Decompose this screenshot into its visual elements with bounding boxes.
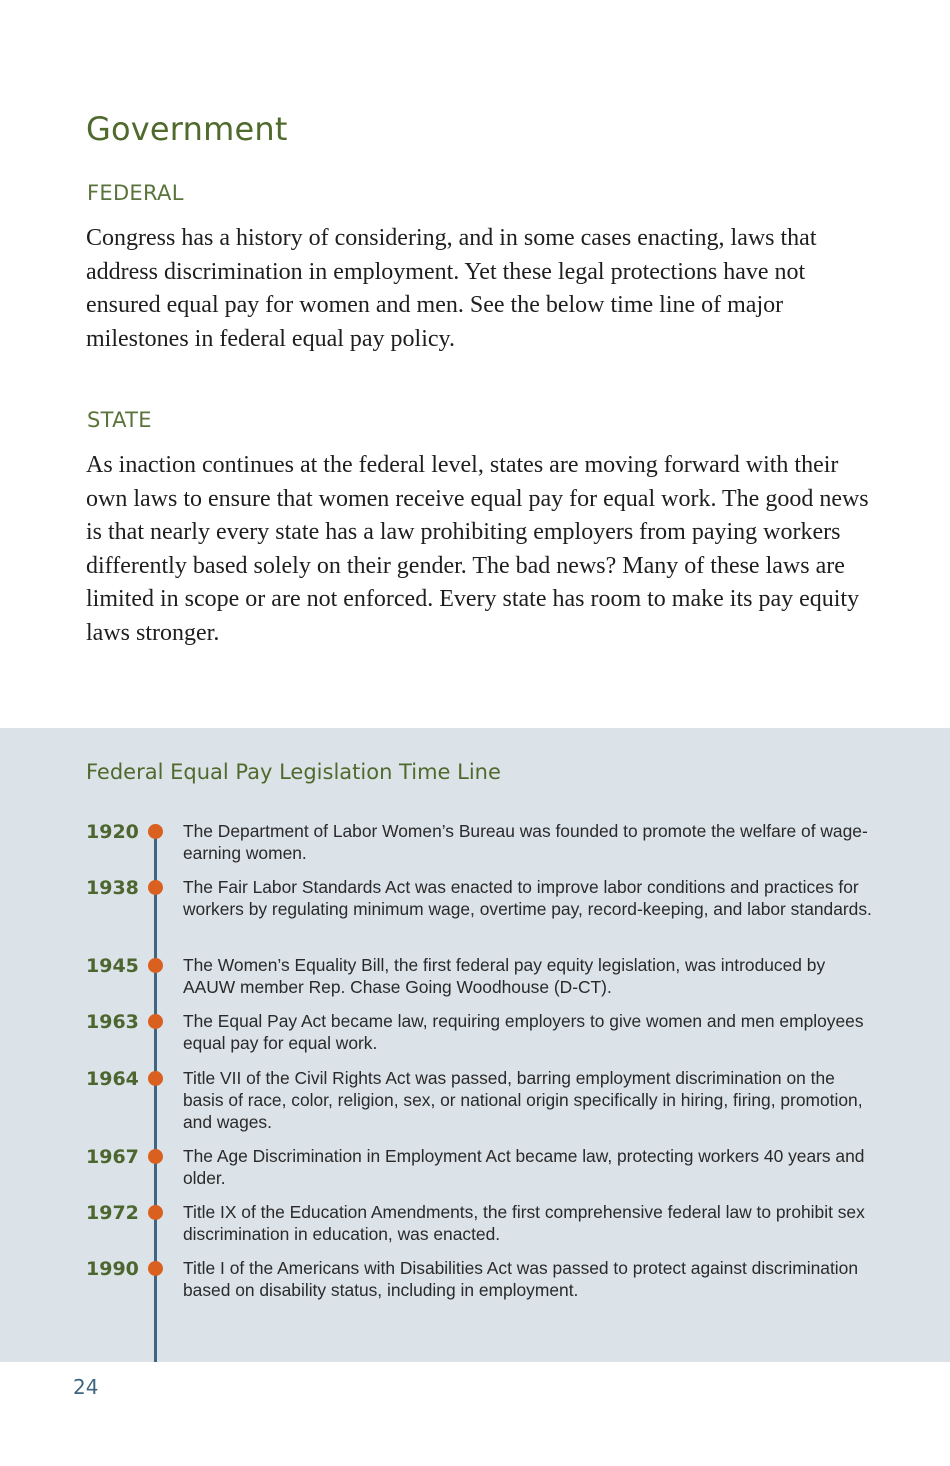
timeline-year: 1963 bbox=[86, 1011, 139, 1033]
timeline-year: 1990 bbox=[86, 1258, 139, 1280]
timeline-year: 1964 bbox=[86, 1068, 139, 1090]
timeline-dot-icon bbox=[148, 1014, 163, 1029]
timeline-title: Federal Equal Pay Legislation Time Line bbox=[86, 760, 501, 784]
timeline-year: 1972 bbox=[86, 1202, 139, 1224]
timeline-description: Title I of the Americans with Disabilities Act was passed to protect against discrimination based on disability status, including in employment. bbox=[183, 1258, 858, 1300]
timeline-description: Title VII of the Civil Rights Act was passed, barring employment discrimination on the basis of race, color, religion, sex, or national origin specifically in hiring, firing, promotion, and wages. bbox=[183, 1068, 863, 1132]
timeline-dot-icon bbox=[148, 880, 163, 895]
timeline-description: Title IX of the Education Amendments, the first comprehensive federal law to prohibit sex discrimination in education, was enacted. bbox=[183, 1202, 865, 1244]
timeline-description: The Equal Pay Act became law, requiring employers to give women and men employees equal pay for equal work. bbox=[183, 1011, 864, 1053]
timeline-dot-icon bbox=[148, 1261, 163, 1276]
timeline-dot-icon bbox=[148, 1205, 163, 1220]
page-title: Government bbox=[86, 110, 288, 148]
timeline-dot-icon bbox=[148, 824, 163, 839]
page-number: 24 bbox=[73, 1375, 99, 1399]
timeline-dot-icon bbox=[148, 958, 163, 973]
timeline-year: 1938 bbox=[86, 877, 139, 899]
federal-body: Congress has a history of considering, and in some cases enacting, laws that address discrimination in employment. Yet these legal protections have not ensured equal pay for women and men. See the below time line of major milestones in federal equal pay policy. bbox=[86, 225, 817, 352]
timeline-year: 1920 bbox=[86, 821, 139, 843]
state-body: As inaction continues at the federal level, states are moving forward with their own laws to ensure that women receive equal pay for equal work. The good news is that nearly every state has a law prohibiting employers from paying workers differently based solely on their gender. The bad news? Many of these laws are limited in scope or are not enforced. Every state has room to make its pay equity laws stronger. bbox=[86, 452, 869, 646]
timeline-line bbox=[154, 831, 157, 1362]
timeline-dot-icon bbox=[148, 1149, 163, 1164]
timeline-description: The Fair Labor Standards Act was enacted to improve labor conditions and practices for workers by regulating minimum wage, overtime pay, record-keeping, and labor standards. bbox=[183, 877, 872, 919]
timeline-year: 1945 bbox=[86, 955, 139, 977]
federal-heading: FEDERAL bbox=[87, 181, 184, 205]
timeline-year: 1967 bbox=[86, 1146, 139, 1168]
timeline-description: The Department of Labor Women’s Bureau was founded to promote the welfare of wage-earning women. bbox=[183, 821, 868, 863]
state-heading: STATE bbox=[87, 408, 152, 432]
timeline-dot-icon bbox=[148, 1071, 163, 1086]
timeline-description: The Women’s Equality Bill, the first federal pay equity legislation, was introduced by AAUW member Rep. Chase Going Woodhouse (D-CT). bbox=[183, 955, 826, 997]
timeline-description: The Age Discrimination in Employment Act became law, protecting workers 40 years and older. bbox=[183, 1146, 865, 1188]
